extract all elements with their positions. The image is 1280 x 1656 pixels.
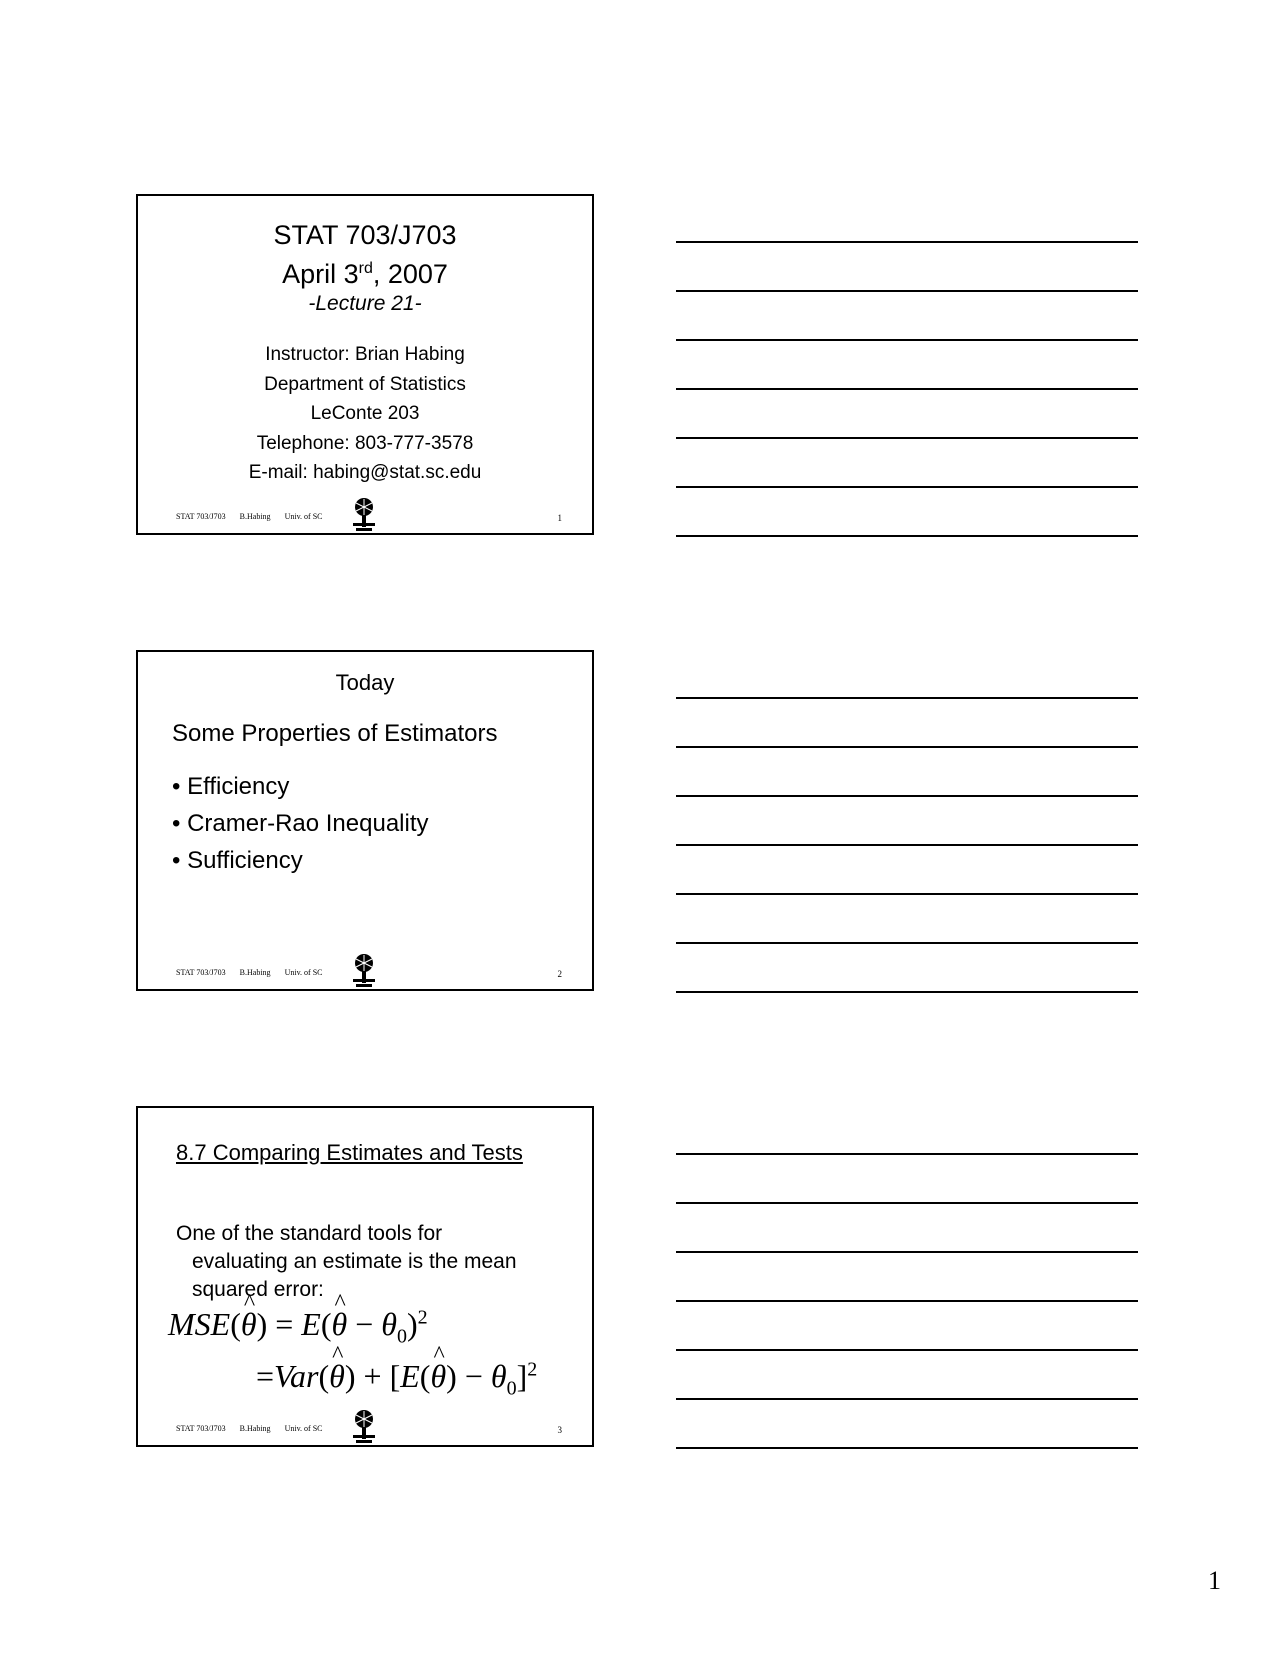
info-line: E-mail: habing@stat.sc.edu [248,462,482,483]
info-line: LeConte 203 [310,403,420,424]
university-logo-icon [350,1409,378,1445]
slide-footer: STAT 703/J703 B.Habing Univ. of SC [176,968,323,977]
note-line [676,1153,1138,1155]
university-logo-icon [350,497,378,533]
instructor-info [138,340,592,488]
note-line [676,991,1138,993]
note-line [676,746,1138,748]
note-line [676,795,1138,797]
slide-number: 3 [557,1425,562,1435]
slide-title: STAT 703/J703 April 3rd, 2007 [273,220,457,289]
note-line [676,388,1138,390]
slide-heading: Today [335,670,395,695]
note-line [676,1202,1138,1204]
note-line [676,893,1138,895]
university-logo-icon [350,953,378,989]
slide-2 [136,650,594,991]
slide-3 [136,1106,594,1447]
info-line: Department of Statistics [264,373,466,395]
note-line [676,1447,1138,1449]
note-line [676,1251,1138,1253]
slide-heading: 8.7 Comparing Estimates and Tests [176,1140,523,1165]
variance-bias-equation: =Var(^ θ) + [E(^ $\theta) - \theta_0]^2$ [256,1358,537,1400]
note-line [676,1300,1138,1302]
slide-body: One of the standard tools for evaluating an estimate is the mean squared error: [176,1222,517,1301]
slide-1 [136,194,594,535]
note-line [676,241,1138,243]
slide-footer: STAT 703/J703 B.Habing Univ. of SC [176,1424,323,1433]
info-line: Telephone: 803-777-3578 [256,432,474,454]
note-line [676,697,1138,699]
note-line [676,486,1138,488]
slide-title: Some Properties of Estimators [172,720,498,747]
list-item: • Efficiency [172,773,290,800]
list-item: • Cramer-Rao Inequality [172,810,429,837]
slide-number: 1 [557,513,562,523]
info-line: Instructor: Brian Habing [265,344,465,365]
note-line [676,1349,1138,1351]
mse-equation: MSE(^ θ) = E(^ $\theta - \theta_0)^2$ [168,1306,428,1348]
note-line [676,339,1138,341]
note-line [676,535,1138,537]
slide-number: 2 [557,969,562,979]
note-line [676,437,1138,439]
slide-subtitle: -Lecture 21- [308,292,422,315]
bullet-list [172,768,429,879]
note-line [676,290,1138,292]
note-line [676,1398,1138,1400]
slide-footer: STAT 703/J703 B.Habing Univ. of SC [176,512,323,521]
list-item: • Sufficiency [172,847,303,874]
note-line [676,844,1138,846]
page-number: 1 [1208,1566,1221,1595]
note-line [676,942,1138,944]
